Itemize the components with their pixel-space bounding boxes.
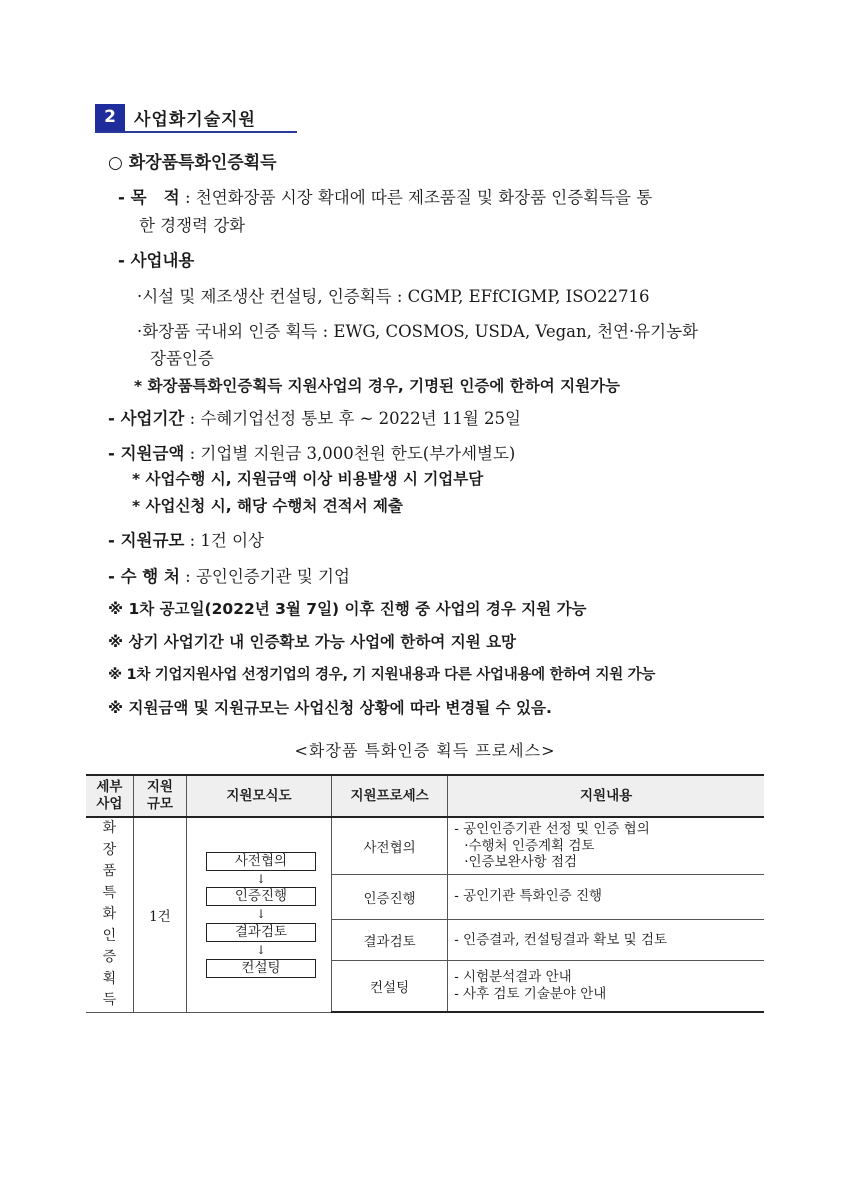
flow-step-box: 결과검토: [206, 923, 316, 942]
purpose-label: - 목 적: [118, 188, 180, 207]
executor-label: - 수 행 처: [108, 567, 180, 586]
period-label: - 사업기간: [108, 409, 185, 428]
amount-note-2: * 사업신청 시, 해당 수행처 견적서 제출: [132, 497, 403, 515]
note-3: ※ 1차 기업지원사업 선정기업의 경우, 기 지원내용과 다른 사업내용에 한하여 지원 가능: [108, 667, 656, 683]
process-cell: 결과검토: [331, 919, 447, 960]
header-process: 지원프로세스: [331, 775, 447, 817]
section-title: 사업화기술지원: [134, 110, 256, 130]
amount-text: : 기업별 지원금 3,000천원 한도(부가세별도): [184, 444, 516, 463]
process-cell: 사전협의: [331, 817, 447, 874]
process-cell: 컨설팅: [331, 960, 447, 1012]
content-cell: - 시험분석결과 안내 - 사후 검토 기술분야 안내: [448, 960, 764, 1012]
purpose-text-cont: 한 경쟁력 강화: [139, 216, 246, 235]
flow-step-box: 컨설팅: [206, 959, 316, 978]
amount-note-1: * 사업수행 시, 지원금액 이상 비용발생 시 기업부담: [132, 470, 484, 488]
flow-step-box: 사전협의: [206, 852, 316, 871]
table-header-row: [86, 775, 764, 817]
period-text: : 수혜기업선정 통보 후 ~ 2022년 11월 25일: [184, 409, 521, 428]
process-table: [86, 774, 764, 1013]
process-cell: 인증진행: [331, 874, 447, 919]
content-cell: - 공인기관 특화인증 진행: [448, 874, 764, 919]
flow-diagram-cell: [186, 817, 331, 1012]
program-name-cell: 화 장 품 특 화 인 증 획 득: [86, 817, 133, 1012]
section-number: 2: [95, 104, 125, 131]
content-item-2-cont: 장품인증: [150, 349, 214, 368]
table-row: [86, 817, 764, 874]
purpose-line: [118, 184, 652, 208]
note-4: ※ 지원금액 및 지원규모는 사업신청 상황에 따라 변경될 수 있음.: [108, 699, 552, 717]
table-caption: <화장품 특화인증 획득 프로세스>: [294, 741, 556, 760]
flow-arrow: ↓: [255, 906, 267, 921]
content-item-1: ·시설 및 제조생산 컨설팅, 인증획득 : CGMP, EFfCIGMP, ISO22716: [137, 287, 650, 306]
note-2: ※ 상기 사업기간 내 인증확보 가능 사업에 한하여 지원 요망: [108, 633, 517, 651]
flow-diagram: [193, 825, 325, 1005]
period-line: [108, 405, 521, 429]
scale-label: - 지원규모: [108, 531, 185, 550]
content-cell: - 인증결과, 컨설팅결과 확보 및 검토: [448, 919, 764, 960]
executor-line: [108, 563, 350, 587]
note-1: ※ 1차 공고일(2022년 3월 7일) 이후 진행 중 사업의 경우 지원 가능: [108, 600, 587, 618]
purpose-text: : 천연화장품 시장 확대에 따른 제조품질 및 화장품 인증획득을 통: [179, 188, 653, 207]
content-item-2: ·화장품 국내외 인증 획득 : EWG, COSMOS, USDA, Vegan, 천연·유기농화: [137, 322, 698, 341]
scale-text: : 1건 이상: [184, 531, 264, 550]
flow-step-box: 인증진행: [206, 887, 316, 906]
content-label: - 사업내용: [118, 251, 195, 270]
amount-label: - 지원금액: [108, 444, 185, 463]
scale-line: [108, 527, 264, 551]
amount-line: [108, 440, 515, 464]
content-cell: - 공인인증기관 선정 및 인증 협의 ·수행처 인증계획 검토 ·인증보완사항 점검: [448, 817, 764, 874]
header-detail-program: 세부 사업: [86, 775, 133, 817]
header-diagram: 지원모식도: [186, 775, 331, 817]
subsection-heading: ○ 화장품특화인증획득: [108, 153, 277, 173]
scale-value-cell: 1건: [133, 817, 186, 1012]
flow-arrow: ↓: [255, 871, 267, 886]
flow-arrow: ↓: [255, 942, 267, 957]
section-header: [95, 104, 297, 133]
content-note: * 화장품특화인증획득 지원사업의 경우, 기명된 인증에 한하여 지원가능: [134, 377, 620, 395]
executor-text: : 공인인증기관 및 기업: [179, 567, 350, 586]
header-support-scale: 지원 규모: [133, 775, 186, 817]
header-content: 지원내용: [448, 775, 764, 817]
